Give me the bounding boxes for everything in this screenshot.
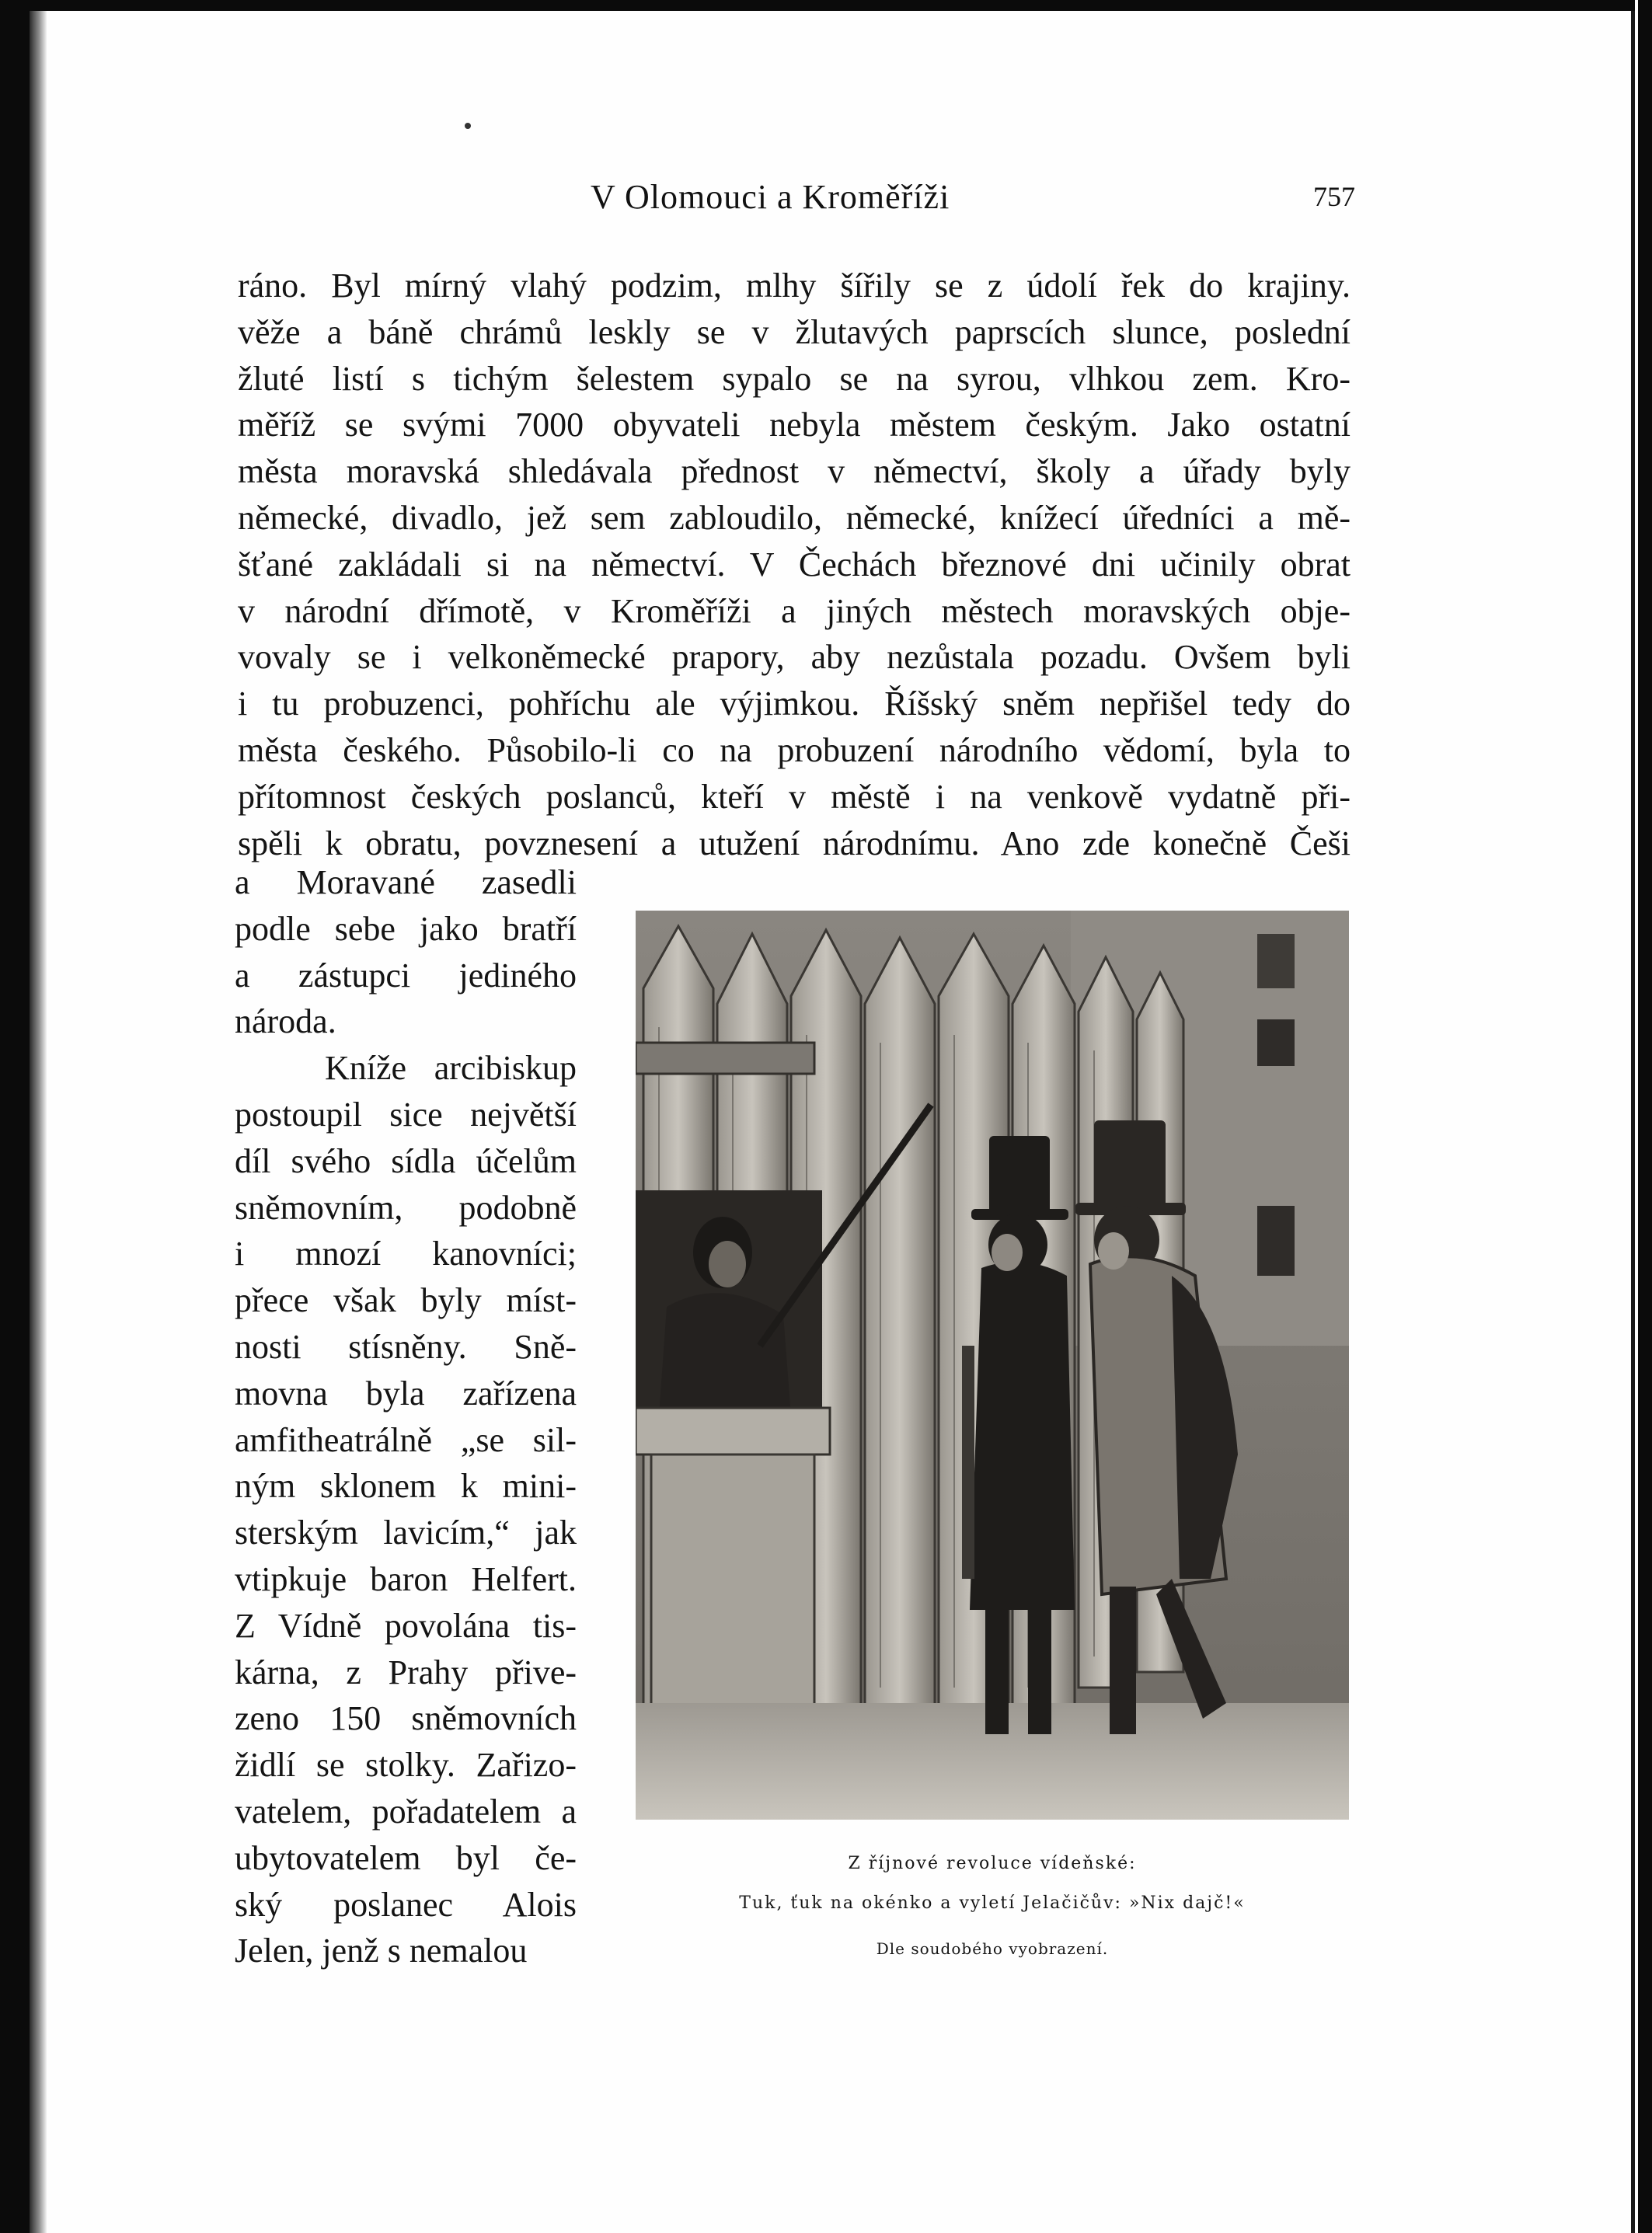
column-line: díl svého sídla účelům (235, 1141, 577, 1180)
body-line: vovaly se i velkoněmecké prapory, aby nezůstala pozadu. Ovšem byli (238, 638, 1351, 677)
engraving-image (636, 911, 1349, 1820)
body-line: německé, divadlo, jež sem zabloudilo, německé, knížecí úředníci a mě- (238, 498, 1351, 537)
column-line: Jelen, jenž s nemalou (235, 1932, 528, 1970)
column-line: a Moravané zasedli (235, 863, 577, 901)
column-line: národa. (235, 1002, 336, 1041)
column-line: nosti stísněny. Sně- (235, 1327, 577, 1366)
body-line: v národní dřímotě, v Kroměříži a jiných městech moravských obje- (238, 591, 1351, 630)
column-line: amfitheatrálně „se sil- (235, 1420, 577, 1459)
body-line: i tu probuzenci, pohříchu ale výjimkou. Říšský sněm nepřišel tedy do (238, 685, 1351, 723)
figure-caption-credit: Dle soudobého vyobrazení. (876, 1939, 1109, 1958)
column-line: zeno 150 sněmovních (235, 1699, 577, 1738)
column-line: i mnozí kanovníci; (235, 1235, 577, 1273)
scan-speck (465, 123, 471, 129)
scan-page-gutter (30, 11, 47, 2233)
running-title: V Olomouci a Kroměříži (591, 178, 950, 216)
column-line: movna byla zařízena (235, 1374, 577, 1413)
column-line: sněmovním, podobně (235, 1188, 577, 1227)
scan-border-top (0, 0, 1652, 11)
column-line: Z Vídně povolána tis- (235, 1606, 577, 1645)
body-line: ráno. Byl mírný vlahý podzim, mlhy šířily se z údolí řek do krajiny. (238, 266, 1351, 305)
column-line: přece však byly míst- (235, 1281, 577, 1320)
figure-caption-subtitle: Tuk, ťuk na okénko a vyletí Jelačičův: »Nix dajč!« (739, 1893, 1246, 1913)
body-line: věže a báně chrámů leskly se v žlutavých paprscích slunce, poslední (238, 312, 1351, 351)
body-line: přítomnost českých poslanců, kteří v městě i na venkově vydatně při- (238, 777, 1351, 816)
scan-border-right (1638, 0, 1652, 2233)
scan-border-right-gap (1635, 0, 1638, 2233)
column-line: ným sklonem k mini- (235, 1467, 577, 1506)
figure-caption-title: Z říjnové revoluce vídeňské: (848, 1854, 1137, 1873)
body-text-block (238, 263, 1351, 866)
figure-illustration (636, 911, 1349, 1820)
column-line: židlí se stolky. Zařizo- (235, 1746, 577, 1785)
column-line: sterským lavicím,“ jak (235, 1514, 577, 1552)
column-line: kárna, z Prahy přive- (235, 1653, 577, 1691)
scan-border-left (0, 0, 30, 2233)
scan-border-right-inner (1631, 11, 1635, 2233)
column-line: ský poslanec Alois (235, 1885, 577, 1924)
page-number: 757 (1313, 181, 1355, 212)
column-line: vatelem, pořadatelem a (235, 1792, 577, 1831)
narrow-column-text (235, 859, 577, 1974)
body-line: šťané zakládali si na němectví. V Čechách březnové dni učinily obrat (238, 545, 1351, 584)
body-line: spěli k obratu, povznesení a utužení národnímu. Ano zde konečně Češi (238, 824, 1351, 862)
column-line: podle sebe jako bratří (235, 909, 577, 948)
paragraph-start-line: Kníže arcibiskup (325, 1049, 577, 1088)
column-line: postoupil sice největší (235, 1095, 577, 1134)
body-line: města českého. Působilo-li co na probuzení národního vědomí, byla to (238, 730, 1351, 769)
column-line: ubytovatelem byl če- (235, 1838, 577, 1877)
body-line: měříž se svými 7000 obyvateli nebyla městem českým. Jako ostatní (238, 406, 1351, 444)
body-line: města moravská shledávala přednost v němectví, školy a úřady byly (238, 452, 1351, 491)
column-line: a zástupci jediného (235, 956, 577, 995)
column-line: vtipkuje baron Helfert. (235, 1559, 577, 1598)
body-line: žluté listí s tichým šelestem sypalo se na syrou, vlhkou zem. Kro- (238, 359, 1351, 398)
